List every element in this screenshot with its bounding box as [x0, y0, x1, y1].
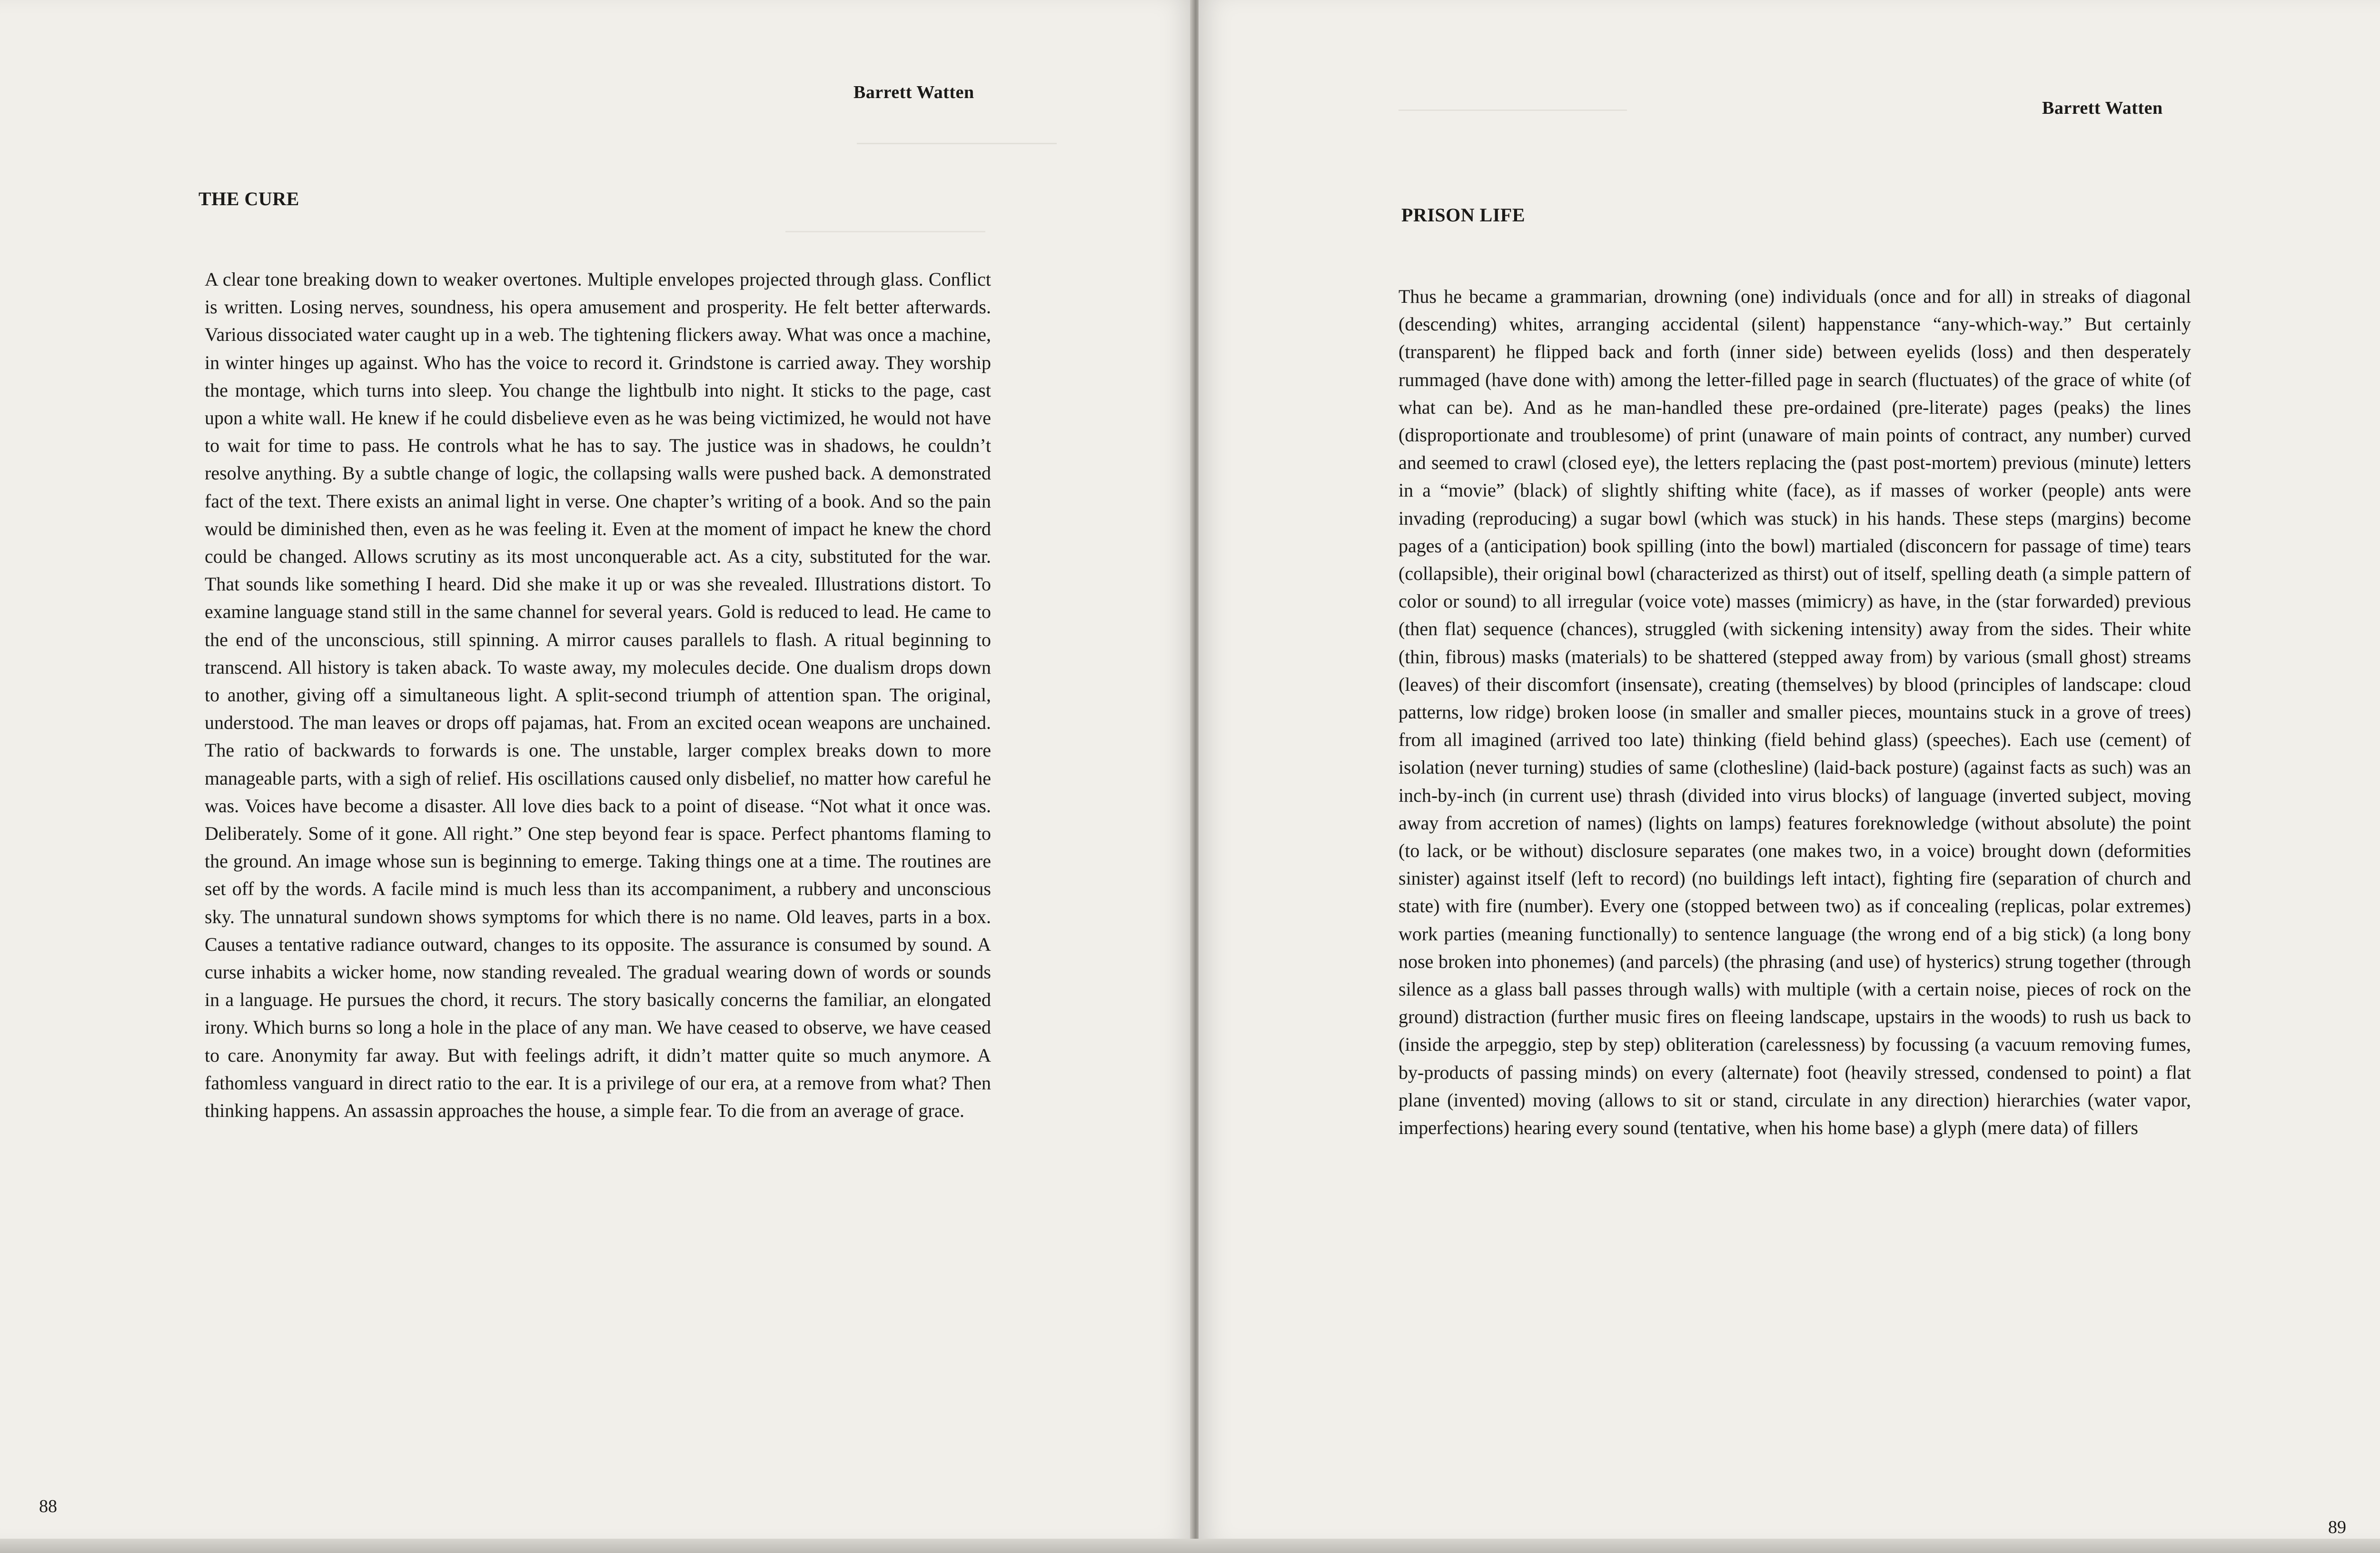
page-number: 89	[2328, 1517, 2346, 1537]
left-page	[0, 0, 1193, 1543]
poem-body: Thus he became a grammarian, drowning (one) individuals (once and for all) in streaks of diagonal (descending) whites, arranging accidental (silent) happenstance “any-which-way.” But certainly (transparent) he flipped back and forth (inner side) between eyelids (loss) and then desperately rummaged (have done with) among the letter-filled page in search (fluctuates) of the grace of white (of what can be). And as he man-handled these pre-ordained (pre-literate) pages (peaks) the lines (disproportionate and troublesome) of print (unaware of main points of contract, any number) curved and seemed to crawl (closed eye), the letters replacing the (past post-mortem) previous (minute) letters in a “movie” (black) of slightly shifting white (face), as if masses of worker (people) ants were invading (reproducing) a sugar bowl (which was stuck) in his hands. These steps (margins) become pages of a (anticipation) book spilling (into the bowl) martialed (disconcern for passage of time) tears (collapsible), their original bowl (characterized as thirst) out of itself, spelling death (a simple pattern of color or sound) to all irregular (voice vote) masses (mimicry) as have, in the (star forwarded) previous (then flat) sequence (chances), struggled (with sickening intensity) away from the sides. Their white (thin, fibrous) masks (materials) to be shattered (stepped away from) by various (small ghost) streams (leaves) of their discomfort (insensate), creating (themselves) by blood (principles of landscape: cloud patterns, low ridge) broken loose (in smaller and smaller pieces, mountains stuck in a grove of trees) from all imagined (arrived too late) thinking (field behind glass) (speeches). Each use (cement) of isolation (never turning) studies of same (clothesline) (laid-back posture) (against facts as such) was an inch-by-inch (in current use) thrash (divided into virus blocks) of language (inverted subject, moving away from accretion of names) (lights on lamps) features foreknowledge (without absolute) the point (to lack, or be without) disclosure separates (one makes two, in a voice) brought down (deformities sinister) against itself (left to record) (no buildings left intact), fighting fire (separation of church and state) with fire (number). Every one (stopped between two) as if concealing (replicas, polar extremes) work parties (meaning functionally) to sentence language (the wrong end of a big stick) (a long bony nose broken into phonemes) (and parcels) (the phrasing (and use) of hysterics) strung together (through silence as a glass ball passes through walls) with multiple (with a certain noise, pieces of rock on the ground) distraction (further music fires on fleeing landscape, upstairs in the woods) to rush us back to (inside the arpeggio, step by step) obliteration (carelessness) by focussing (a vacuum removing fumes, by-products of passing minds) on every (alternate) foot (heavily stressed, condensed to point) a flat plane (invented) moving (allows to sit or stand, circulate in any direction) hierarchies (water vapor, imperfections) hearing every sound (tentative, when his home base) a glyph (mere data) of fillers	[1398, 286, 2191, 1139]
show-through-text	[857, 124, 1057, 144]
poem-body: A clear tone breaking down to weaker overtones. Multiple envelopes projected through glass. Conflict is written. Losing nerves, soundness, his opera amusement and prosperity. He felt better afterwards. Various dissociated water caught up in a web. The tightening flickers away. What was once a machine, in winter hinges up against. Who has the voice to record it. Grindstone is carried away. They worship the montage, which turns into sleep. You change the lightbulb into night. It sticks to the page, cast upon a white wall. He knew if he could disbelieve even as he was being victimized, he would not have to wait for time to pass. He controls what he has to say. The justice was in shadows, he couldn’t resolve anything. By a subtle change of logic, the collapsing walls were pushed back. A demonstrated fact of the text. There exists an animal light in verse. One chapter’s writing of a book. And so the pain would be diminished then, even as he was feeling it. Even at the moment of impact he knew the chord could be changed. Allows scrutiny as its most unconquerable act. As a city, substituted for the war. That sounds like something I heard. Did she make it up or was she revealed. Illustrations distort. To examine language stand still in the same channel for several years. Gold is reduced to lead. He came to the end of the unconscious, still spinning. A mirror causes parallels to flash. A ritual beginning to transcend. All history is taken aback. To waste away, my molecules decide. One dualism drops down to another, giving off a simultaneous light. A split-second triumph of attention span. The original, understood. The man leaves or drops off pajamas, hat. From an excited ocean weapons are unchained. The ratio of backwards to forwards is one. The unstable, larger complex breaks down to more manageable parts, with a sigh of relief. His oscillations caused only disbelief, no matter how careful he was. Voices have become a disaster. All love dies back to a point of disease. “Not what it once was. Deliberately. Some of it gone. All right.” One step beyond fear is space. Perfect phantoms flaming to the ground. An image whose sun is beginning to emerge. Taking things one at a time. The routines are set off by the words. A facile mind is much less than its accompaniment, a rubbery and unconscious sky. The unnatural sundown shows symptoms for which there is no name. Old leaves, parts in a box. Causes a tentative radiance outward, changes to its opposite. The assurance is consumed by sound. A curse inhabits a wicker home, now standing revealed. The gradual wearing down of words or sounds in a language. He pursues the chord, it recurs. The story basically concerns the familiar, an elongated irony. Which burns so long a hole in the place of any man. We have ceased to observe, we have ceased to care. Anonymity far away. But with feelings adrift, it didn’t matter quite so much anymore. A fathomless vanguard in direct ratio to the ear. It is a privilege of our era, at a remove from what? Then thinking happens. An assassin approaches the house, a simple fear. To die from an average of grace.	[205, 269, 991, 1122]
running-head: Barrett Watten	[853, 82, 974, 102]
poem-title: PRISON LIFE	[1401, 204, 1525, 226]
show-through-text	[1398, 90, 1627, 111]
right-page	[1199, 0, 2380, 1543]
running-head: Barrett Watten	[2042, 98, 2163, 118]
page-number: 88	[39, 1496, 57, 1516]
page-bottom-edge	[0, 1539, 2380, 1553]
show-through-text	[785, 212, 985, 232]
poem-title: THE CURE	[198, 188, 299, 209]
